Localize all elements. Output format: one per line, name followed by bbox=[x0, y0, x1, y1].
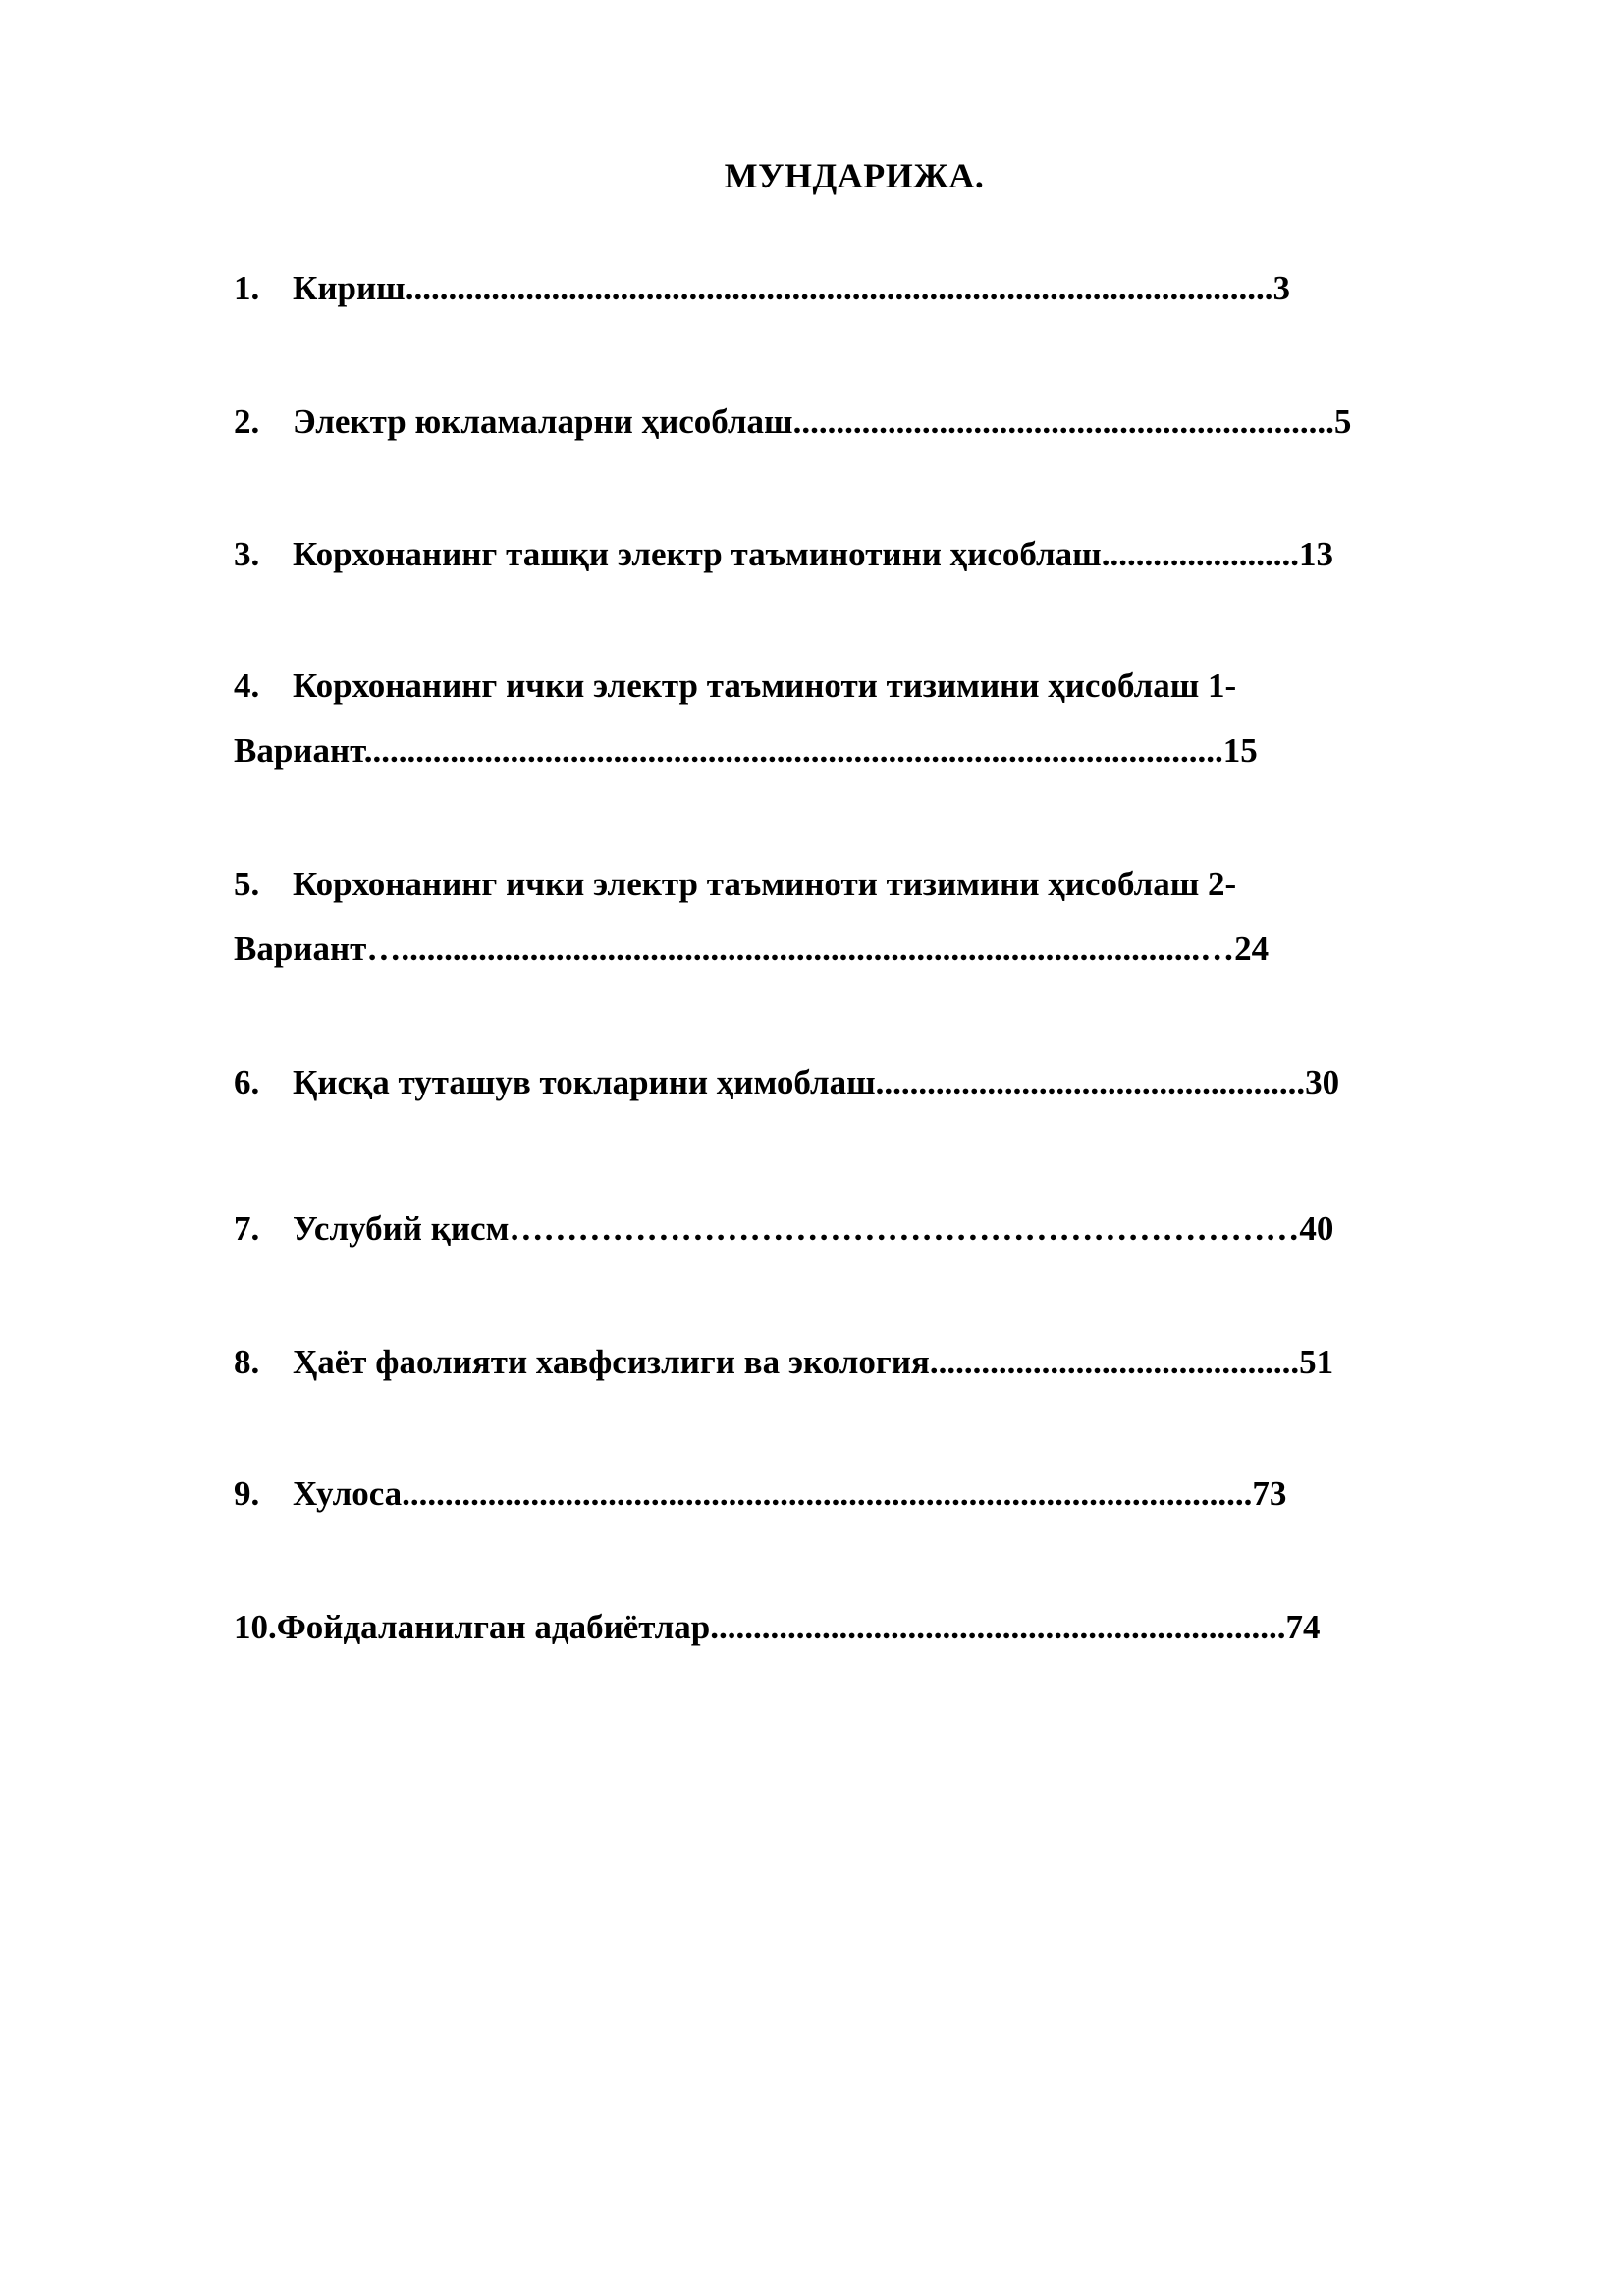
toc-entry-page: 40 bbox=[1299, 1209, 1334, 1248]
toc-entry-title: Фойдаланилган адабиётлар bbox=[276, 1608, 711, 1646]
toc-entry-4 bbox=[234, 665, 1236, 708]
toc-leader-dots: …………………………………………………………… bbox=[509, 1209, 1300, 1248]
toc-entry-page: 5 bbox=[1333, 402, 1352, 441]
toc-entry-number: 7. bbox=[234, 1209, 260, 1248]
toc-leader-dots: ....................... bbox=[1101, 535, 1299, 573]
toc-entry-title: Услубий қисм bbox=[293, 1209, 510, 1248]
toc-entry-title-continuation: Вариант bbox=[234, 731, 364, 770]
toc-entry-page: 3 bbox=[1272, 269, 1290, 307]
toc-entry-8 bbox=[234, 1341, 1333, 1384]
toc-entry-number: 4. bbox=[234, 667, 260, 705]
toc-entry-title: Қисқа туташув токларини ҳимоблаш bbox=[293, 1063, 876, 1101]
toc-entry-page: 74 bbox=[1285, 1608, 1321, 1646]
toc-leader-dots: ........................................... bbox=[929, 1343, 1300, 1381]
toc-entry-number: 2. bbox=[234, 402, 260, 441]
toc-entry-number: 6. bbox=[234, 1063, 260, 1101]
toc-entry-page: 13 bbox=[1298, 535, 1333, 573]
toc-entry-9 bbox=[234, 1472, 1286, 1516]
toc-leader-dots: ............................................................... bbox=[792, 402, 1334, 441]
toc-entry-number: 3. bbox=[234, 535, 260, 573]
toc-entry-10 bbox=[234, 1606, 1320, 1649]
toc-entry-4-continuation bbox=[234, 729, 1258, 773]
toc-entry-number: 9. bbox=[234, 1474, 260, 1513]
toc-entry-page: 15 bbox=[1222, 731, 1258, 770]
toc-entry-number: 5. bbox=[234, 865, 260, 903]
toc-entry-page: 51 bbox=[1299, 1343, 1334, 1381]
toc-leader-dots: ..................................................................................................... bbox=[405, 269, 1273, 307]
toc-entry-title: Корхонанинг ички электр таъминоти тизимини ҳисоблаш 1- bbox=[293, 667, 1237, 705]
toc-leader-dots: .................................................................................................... bbox=[363, 731, 1223, 770]
toc-entry-3 bbox=[234, 533, 1333, 576]
toc-entry-title: Ҳаёт фаолияти хавфсизлиги ва экология bbox=[293, 1343, 930, 1381]
toc-entry-number: 8. bbox=[234, 1343, 260, 1381]
toc-entry-title: Корхонанинг ички электр таъминоти тизимини ҳисоблаш 2- bbox=[293, 865, 1237, 903]
toc-leader-dots: ................................................................... bbox=[710, 1608, 1286, 1646]
toc-entry-title: Хулоса bbox=[293, 1474, 403, 1513]
toc-entry-number: 10. bbox=[234, 1608, 277, 1646]
toc-entry-title: Корхонанинг ташқи электр таъминотини ҳисоблаш bbox=[293, 535, 1102, 573]
page-title: МУНДАРИЖА. bbox=[724, 156, 985, 195]
toc-entry-page: 30 bbox=[1305, 1063, 1340, 1101]
toc-leader-dots: .................................................. bbox=[875, 1063, 1306, 1101]
toc-entry-page: 73 bbox=[1252, 1474, 1287, 1513]
toc-entry-5 bbox=[234, 863, 1236, 906]
toc-leader-dots: ................................................................................................... bbox=[402, 1474, 1253, 1513]
toc-leader-dots: .............................................................................................… bbox=[401, 930, 1235, 968]
toc-entry-title-continuation: Вариант… bbox=[234, 930, 402, 968]
toc-entry-2 bbox=[234, 400, 1351, 444]
toc-entry-title: Кириш bbox=[293, 269, 406, 307]
toc-entry-6 bbox=[234, 1061, 1339, 1104]
toc-entry-page: 24 bbox=[1234, 930, 1270, 968]
toc-entry-title: Электр юкламаларни ҳисоблаш bbox=[293, 402, 793, 441]
toc-entry-number: 1. bbox=[234, 269, 260, 307]
toc-entry-7 bbox=[234, 1207, 1333, 1251]
toc-entry-5-continuation bbox=[234, 928, 1269, 971]
toc-entry-1 bbox=[234, 267, 1290, 310]
